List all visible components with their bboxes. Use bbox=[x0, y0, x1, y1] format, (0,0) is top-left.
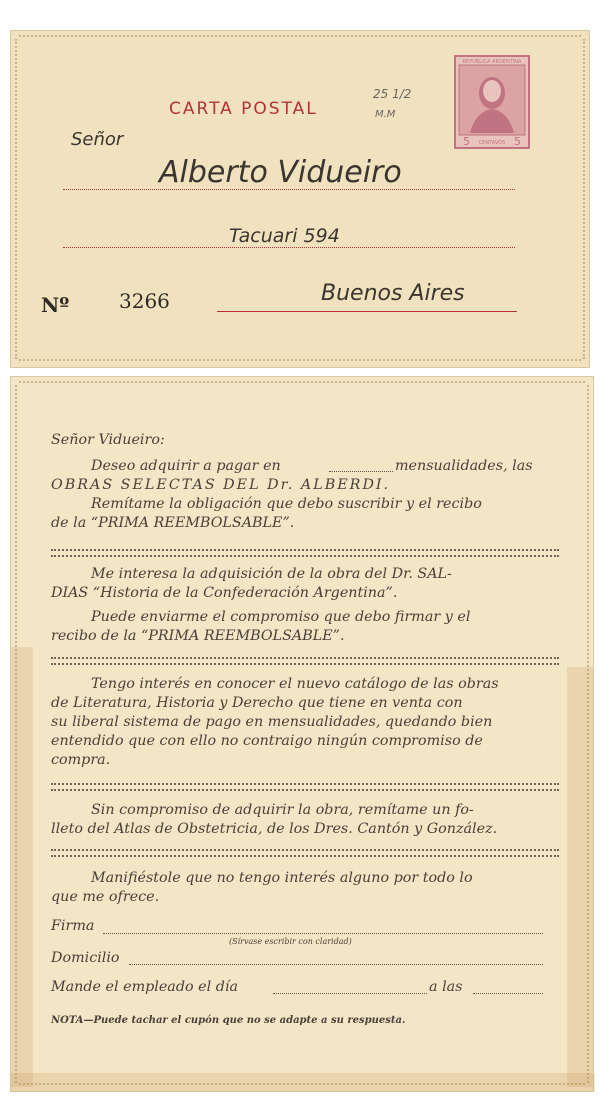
p3-line5: compra. bbox=[51, 752, 111, 768]
recipient-city: Buenos Aires bbox=[321, 281, 465, 306]
visit-day-field[interactable] bbox=[273, 993, 427, 994]
age-stain-bottom bbox=[11, 1073, 595, 1091]
p2-line4: recibo de la “PRIMA REEMBOLSABLE”. bbox=[51, 628, 345, 644]
pencil-note-initials: M.M bbox=[375, 109, 396, 120]
p3-line3: su liberal sistema de pago en mensualidades, quedando bien bbox=[51, 714, 493, 730]
p3-line2: de Literatura, Historia y Derecho que tiene en venta con bbox=[51, 695, 463, 711]
visit-time-field[interactable] bbox=[473, 993, 543, 994]
p4-line2: lleto del Atlas de Obstetricia, de los Dres. Cantón y González. bbox=[51, 821, 498, 837]
recipient-street: Tacuari 594 bbox=[229, 225, 340, 247]
perforation-right bbox=[583, 39, 585, 359]
svg-text:REPUBLICA ARGENTINA: REPUBLICA ARGENTINA bbox=[462, 59, 522, 65]
installments-blank[interactable] bbox=[329, 471, 393, 472]
number-value: 3266 bbox=[119, 289, 170, 313]
postal-card-back bbox=[10, 376, 594, 1092]
perforation-left bbox=[15, 39, 17, 359]
address-line-2 bbox=[63, 247, 515, 248]
p3-line1: Tengo interés en conocer el nuevo catálogo de las obras bbox=[91, 676, 499, 692]
perforation-top bbox=[19, 381, 585, 383]
visit-day-label: Mande el empleado el día bbox=[51, 979, 238, 995]
note-text: NOTA—Puede tachar el cupón que no se adapte a su respuesta. bbox=[51, 1015, 406, 1026]
p3-line4: entendido que con ello no contraigo ningún compromiso de bbox=[51, 733, 483, 749]
p5-line1: Manifiéstole que no tengo interés alguno por todo lo bbox=[91, 870, 473, 886]
p5-line2: que me ofrece. bbox=[51, 889, 160, 905]
stamp-portrait-icon bbox=[454, 55, 530, 149]
salutation: Señor Vidueiro: bbox=[51, 432, 165, 448]
coupon-divider-2 bbox=[51, 657, 559, 665]
age-stain-left bbox=[11, 647, 33, 1087]
address-field[interactable] bbox=[129, 964, 543, 965]
p2-line3: Puede enviarme el compromiso que debo firmar y el bbox=[91, 609, 471, 625]
p1-line4: de la “PRIMA REEMBOLSABLE”. bbox=[51, 515, 295, 531]
postal-card-front bbox=[10, 30, 590, 368]
pencil-note-price: 25 1/2 bbox=[373, 87, 412, 101]
perforation-bottom bbox=[19, 359, 581, 361]
address-label: Domicilio bbox=[51, 950, 120, 966]
age-stain-right bbox=[567, 667, 593, 1087]
perforation-top bbox=[19, 35, 581, 37]
address-line-3 bbox=[217, 311, 517, 312]
coupon-divider-3 bbox=[51, 783, 559, 791]
signature-field[interactable] bbox=[103, 933, 543, 934]
postage-stamp bbox=[454, 55, 530, 149]
svg-text:CENTAVOS: CENTAVOS bbox=[478, 140, 506, 146]
card-title: CARTA POSTAL bbox=[169, 99, 318, 119]
number-label: Nº bbox=[41, 293, 70, 317]
signature-hint: (Sírvase escribir con claridad) bbox=[229, 937, 352, 946]
coupon-divider-4 bbox=[51, 849, 559, 857]
svg-text:5: 5 bbox=[463, 135, 470, 148]
p4-line1: Sin compromiso de adquirir la obra, remítame un fo- bbox=[91, 802, 474, 818]
coupon-divider-1 bbox=[51, 549, 559, 557]
p1-line1-start: Deseo adquirir a pagar en bbox=[91, 458, 281, 474]
p1-line2: OBRAS SELECTAS DEL Dr. ALBERDI. bbox=[51, 477, 391, 493]
p2-line2: DIAS “Historia de la Confederación Argentina”. bbox=[51, 585, 398, 601]
address-line-1 bbox=[63, 189, 515, 190]
visit-time-label: a las bbox=[429, 979, 463, 995]
svg-text:5: 5 bbox=[514, 135, 521, 148]
p1-line3: Remítame la obligación que debo suscribir y el recibo bbox=[91, 496, 482, 512]
greeting: Señor bbox=[71, 129, 124, 150]
signature-label: Firma bbox=[51, 918, 95, 934]
p1-line1-end: mensualidades, las bbox=[395, 458, 533, 474]
recipient-name: Alberto Vidueiro bbox=[159, 155, 402, 190]
p2-line1: Me interesa la adquisición de la obra del Dr. SAL- bbox=[91, 566, 452, 582]
